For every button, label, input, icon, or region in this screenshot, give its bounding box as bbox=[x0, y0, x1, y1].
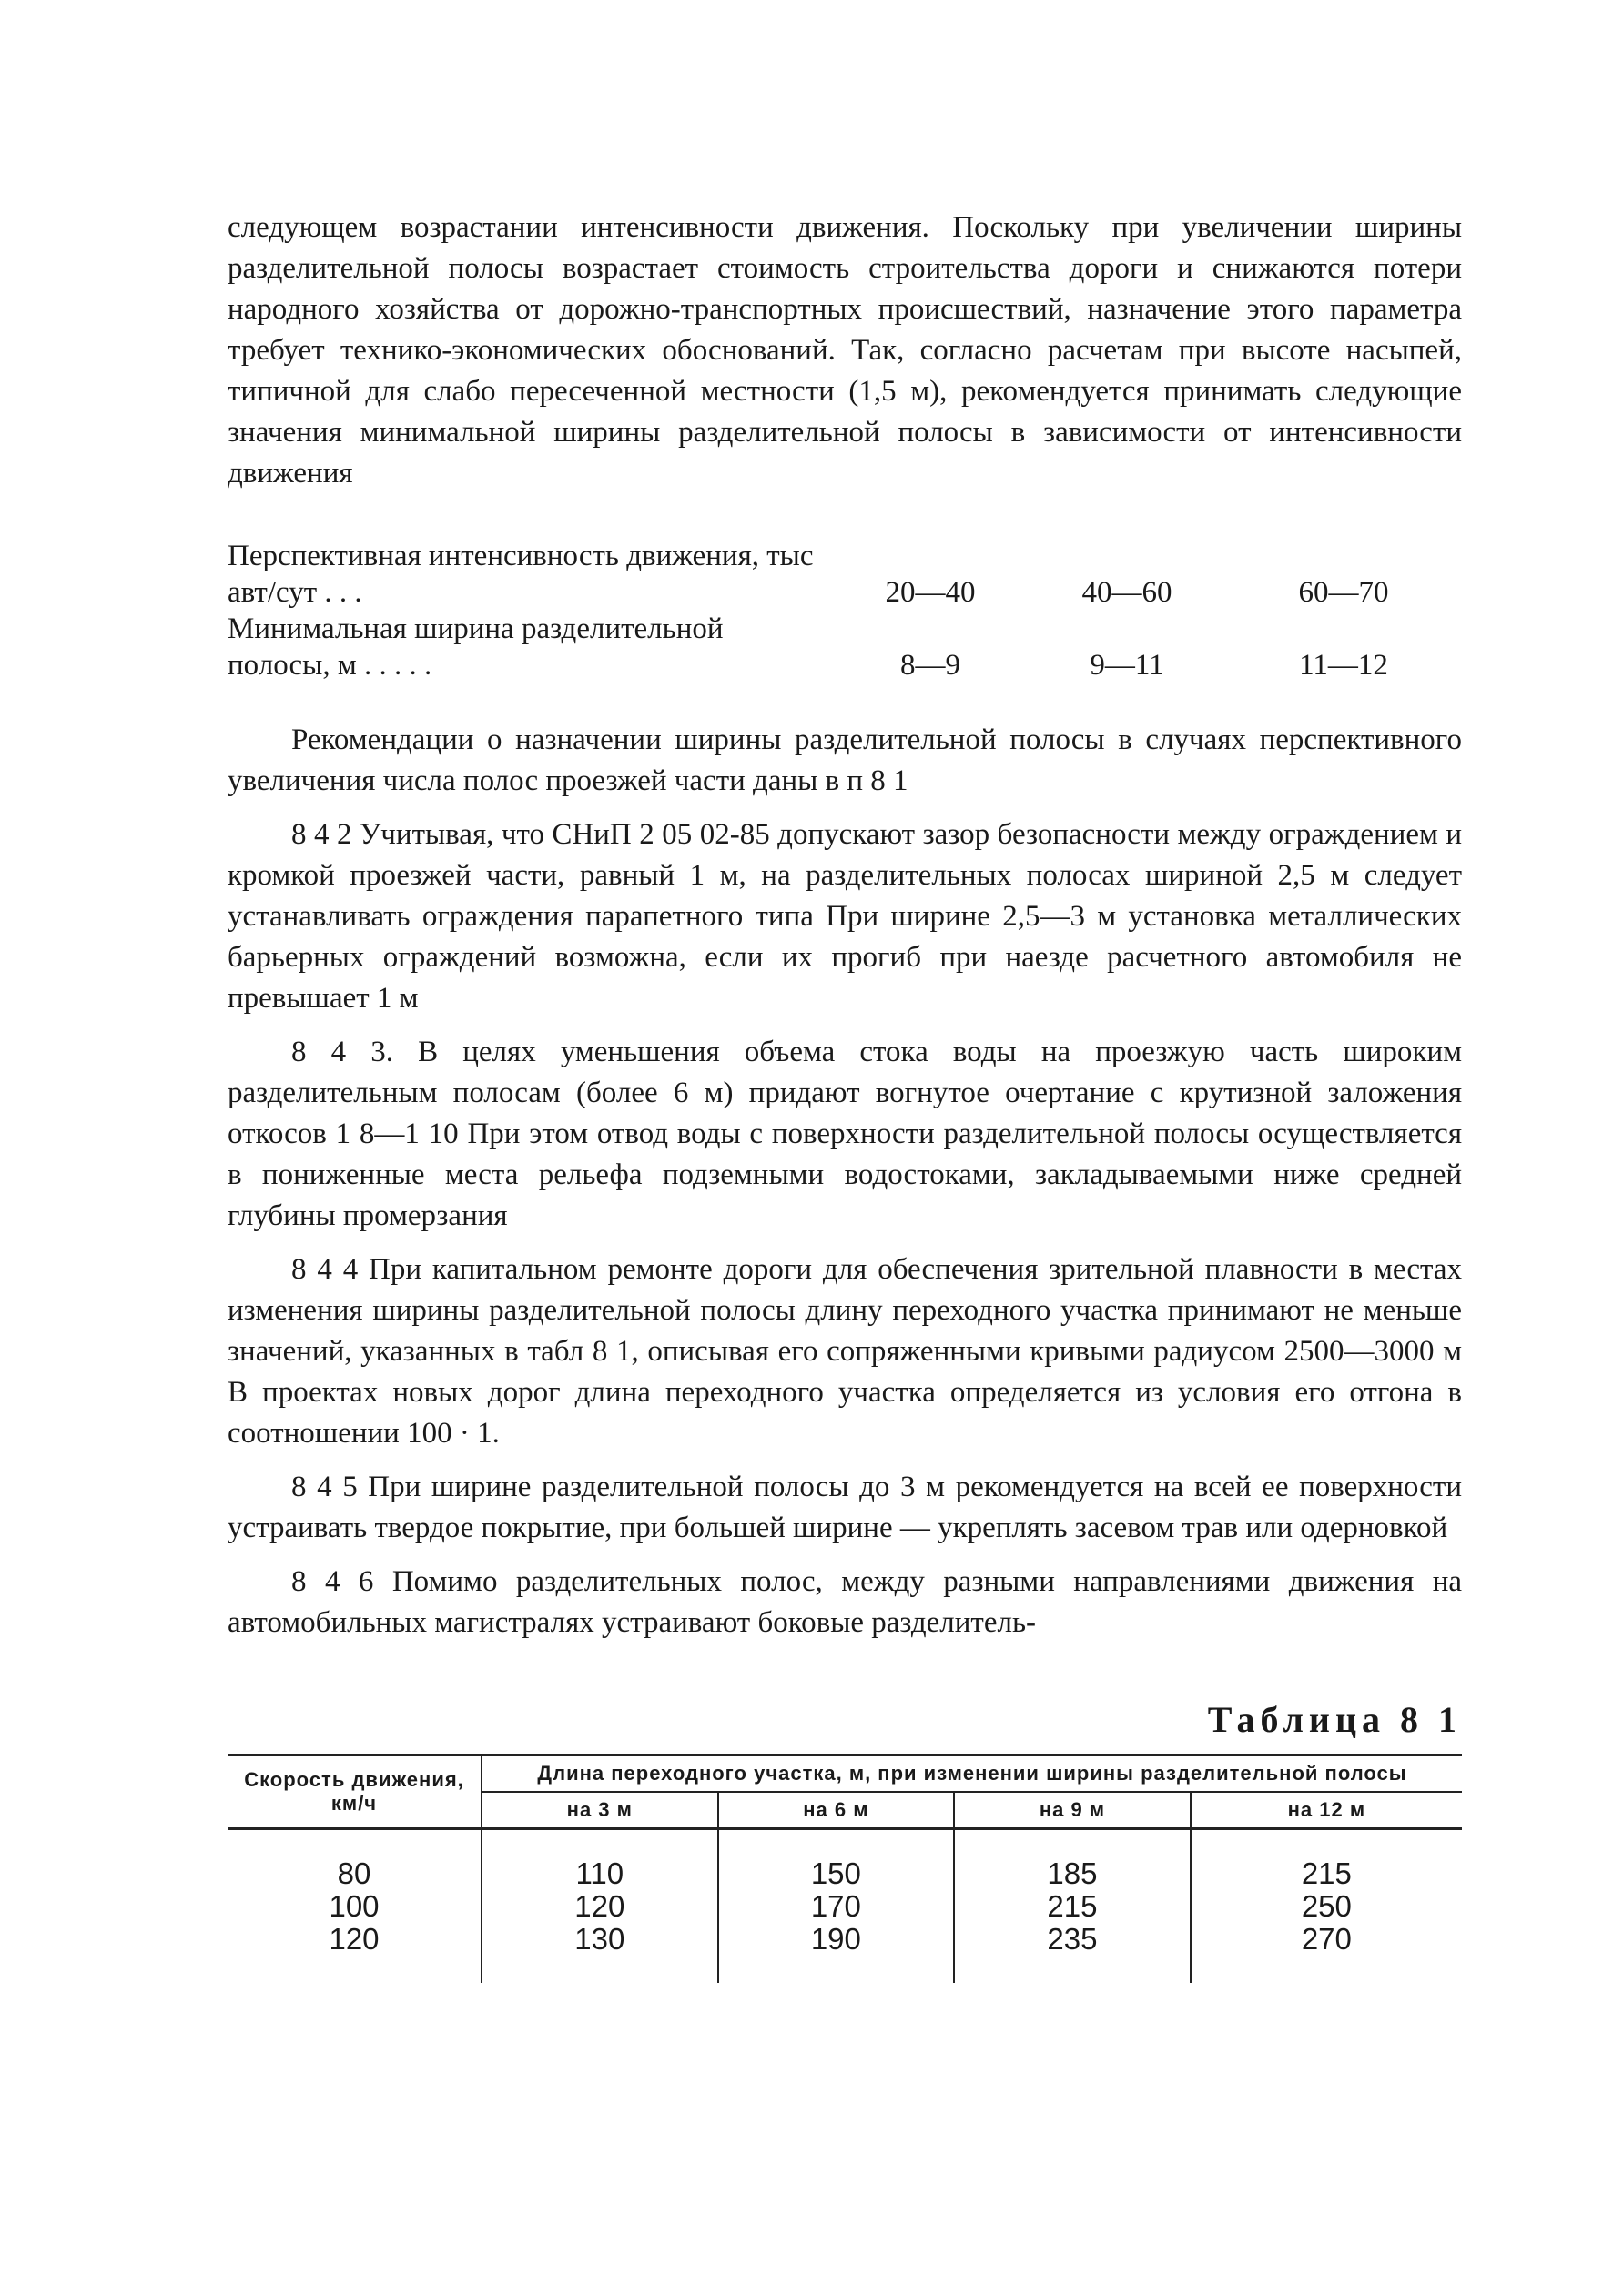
min-width-value-1: 8—9 bbox=[900, 649, 960, 682]
intro-paragraph: следующем возрастании интенсивности движения. Поскольку при увеличении ширины разделительной полосы возрастает стоимость строительства дороги и снижаются потери народного хозяйства от дорожно-транспортных происшествий, назначение этого параметра требует технико-экономических обоснований. Так, согласно расчетам при высоте насыпей, типичной для слабо пересеченной местности (1,5 м), рекомендуется принимать следующие значения минимальной ширины разделительной полосы в зависимости от интенсивности движения bbox=[228, 211, 1462, 490]
sub-header-3m: на 3 м bbox=[482, 1792, 718, 1829]
transition-length-table bbox=[228, 1754, 1462, 1983]
values-12m: 215 250 270 bbox=[1191, 1829, 1462, 1984]
length-group-header: Длина переходного участка, м, при изменении ширины разделительной полосы bbox=[482, 1755, 1462, 1793]
intensity-value-1: 20—40 bbox=[885, 576, 976, 609]
min-width-label: Минимальная ширина разделительной полосы, м . . . . . bbox=[228, 612, 724, 682]
intensity-value-3: 60—70 bbox=[1298, 576, 1389, 609]
speed-values: 80 100 120 bbox=[329, 1856, 380, 1956]
values-3m: 110 120 130 bbox=[482, 1829, 718, 1984]
min-width-value-2: 9—11 bbox=[1090, 649, 1164, 682]
section-8-4-3: 8 4 3. В целях уменьшения объема стока воды на проезжую часть широким разделительным полосам (более 6 м) придают вогнутое очертание с крутизной заложения откосов 1 8—1 10 При этом отвод воды с поверхности разделительной полосы осуществляется в пониженные места рельефа подземными водостоками, закладываемыми ниже средней глубины промерзания bbox=[228, 1036, 1462, 1232]
intensity-value-2: 40—60 bbox=[1081, 576, 1172, 609]
values-6m: 150 170 190 bbox=[718, 1829, 955, 1984]
width-recommendation-table bbox=[228, 538, 1462, 683]
section-8-4-2: 8 4 2 Учитывая, что СНиП 2 05 02-85 допускают зазор безопасности между ограждением и кромкой проезжей части, равный 1 м, на разделительных полосах шириной 2,5 м следует устанавливать ограждения парапетного типа При ширине 2,5—3 м установка металлических барьерных ограждений возможна, если их прогиб при наезде расчетного автомобиля не превышает 1 м bbox=[228, 818, 1462, 1015]
speed-header: Скорость движения, км/ч bbox=[228, 1755, 482, 1829]
sub-header-9m: на 9 м bbox=[954, 1792, 1191, 1829]
min-width-value-3: 11—12 bbox=[1299, 649, 1388, 682]
section-8-4-4: 8 4 4 При капитальном ремонте дороги для обеспечения зрительной плавности в местах изменения ширины разделительной полосы длину переходного участка принимают не меньше значений, указанных в табл 8 1, описывая его сопряженными кривыми радиусом 2500—3000 м В проектах новых дорог длина переходного участка определяется из условия его отгона в соотношении 100 · 1. bbox=[228, 1253, 1462, 1450]
values-9m: 185 215 235 bbox=[954, 1829, 1191, 1984]
section-8-4-6: 8 4 6 Помимо разделительных полос, между разными направлениями движения на автомобильных магистралях устраивают боковые разделитель- bbox=[228, 1565, 1462, 1639]
intensity-label: Перспективная интенсивность движения, тыс авт/сут . . . bbox=[228, 540, 814, 609]
sub-header-6m: на 6 м bbox=[718, 1792, 955, 1829]
document-page bbox=[228, 207, 1462, 1983]
section-8-4-5: 8 4 5 При ширине разделительной полосы до 3 м рекомендуется на всей ее поверхности устраивать твердое покрытие, при большей ширине — укреплять засевом трав или одерновкой bbox=[228, 1471, 1462, 1544]
sub-header-12m: на 12 м bbox=[1191, 1792, 1462, 1829]
recommendation-paragraph: Рекомендации о назначении ширины разделительной полосы в случаях перспективного увеличения числа полос проезжей части даны в п 8 1 bbox=[228, 723, 1462, 797]
table-caption: Таблица 8 1 bbox=[1207, 1699, 1462, 1740]
